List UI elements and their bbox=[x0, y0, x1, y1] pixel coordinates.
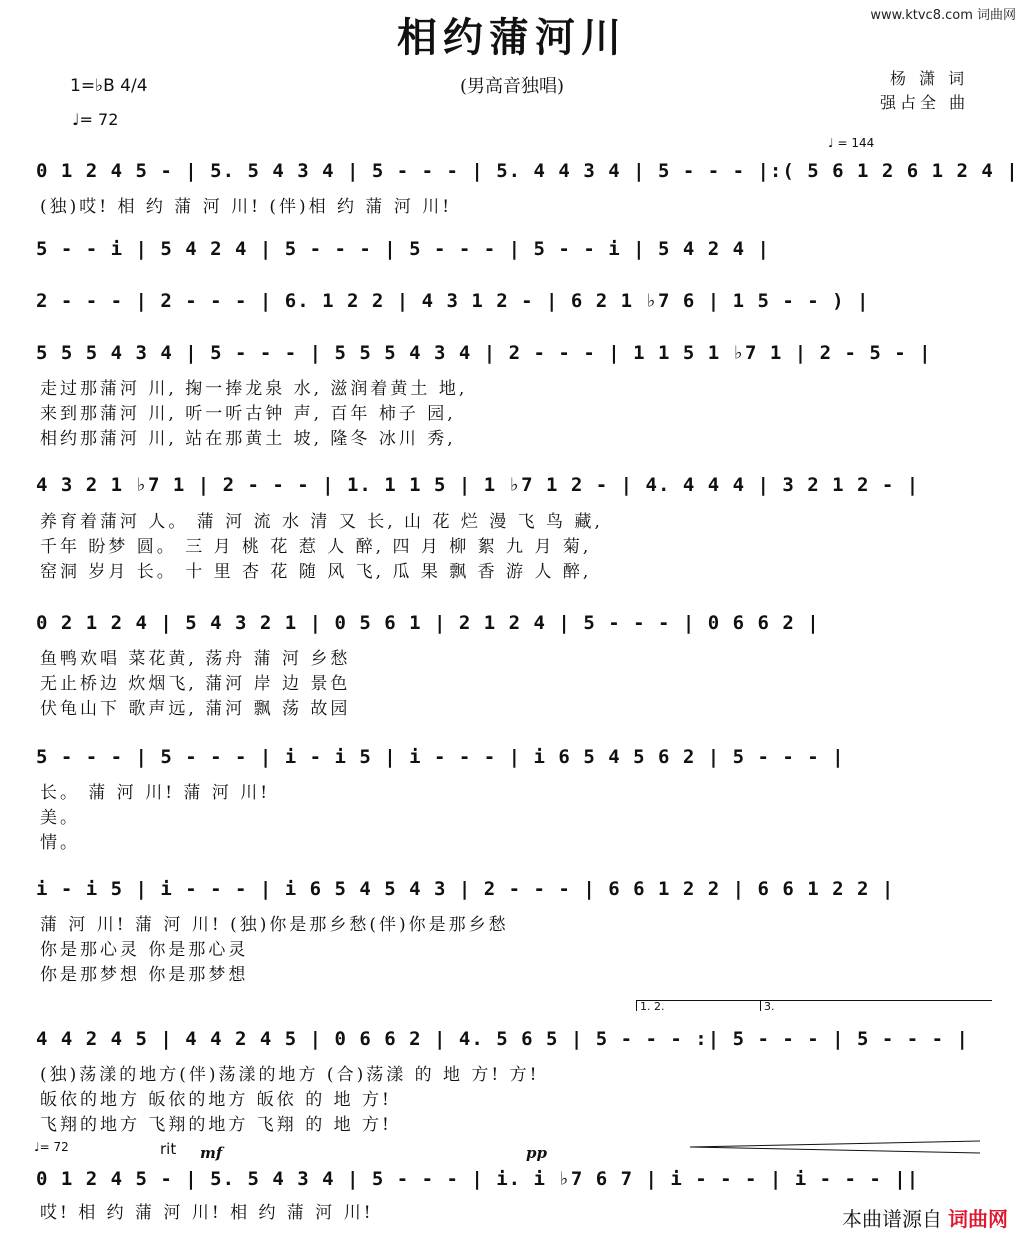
system-4-lyric-3: 相约那蒲河 川, 站在那黄土 坡, 隆冬 冰川 秀, bbox=[40, 429, 456, 449]
system-7-notes: 5 - - - | 5 - - - | i - i 5 | i - - - | i 6 5 4 5 6 2 | 5 - - - | bbox=[36, 746, 845, 768]
system-10-notes: 0 1 2 4 5 - | 5. 5 4 3 4 | 5 - - - | i. i ♭7 6 7 | i - - - | i - - - || bbox=[36, 1168, 920, 1190]
footer-source-text: 本曲谱源自 bbox=[842, 1207, 942, 1231]
system-9-lyric-2: 皈依的地方 皈依的地方 皈依 的 地 方! bbox=[40, 1090, 392, 1110]
tempo-marking: ♩= 72 bbox=[72, 110, 119, 129]
system-3-notes: 2 - - - | 2 - - - | 6. 1 2 2 | 4 3 1 2 - | 6 2 1 ♭7 6 | 1 5 - - ) | bbox=[36, 290, 870, 312]
composer: 强占全 曲 bbox=[880, 93, 970, 112]
system-7-lyric-2: 美。 bbox=[40, 808, 80, 828]
system-4-lyric-1: 走过那蒲河 川, 掬一捧龙泉 水, 滋润着黄土 地, bbox=[40, 379, 468, 399]
system-6-notes: 0 2 1 2 4 | 5 4 3 2 1 | 0 5 6 1 | 2 1 2 4 | 5 - - - | 0 6 6 2 | bbox=[36, 612, 820, 634]
subtitle: (男高音独唱) bbox=[459, 76, 565, 97]
tempo-fast: ♩ = 144 bbox=[828, 136, 875, 150]
system-7-lyric-3: 情。 bbox=[40, 833, 80, 853]
system-2-notes: 5 - - i | 5 4 2 4 | 5 - - - | 5 - - - | 5 - - i | 5 4 2 4 | bbox=[36, 238, 770, 260]
footer-source bbox=[842, 1203, 1008, 1232]
system-6-lyric-3: 伏龟山下 歌声远, 蒲河 飘 荡 故园 bbox=[40, 699, 351, 719]
system-5-lyric-3: 窑洞 岁月 长。 十 里 杏 花 随 风 飞, 瓜 果 飘 香 游 人 醉, bbox=[40, 562, 592, 582]
system-9-notes: 4 4 2 4 5 | 4 4 2 4 5 | 0 6 6 2 | 4. 5 6 5 | 5 - - - :| 5 - - - | 5 - - - | bbox=[36, 1028, 969, 1050]
system-5-notes: 4 3 2 1 ♭7 1 | 2 - - - | 1. 1 1 5 | 1 ♭7 1 2 - | 4. 4 4 4 | 3 2 1 2 - | bbox=[36, 474, 920, 496]
system-6-lyric-2: 无止桥边 炊烟飞, 蒲河 岸 边 景色 bbox=[40, 674, 351, 694]
system-8-lyric-2: 你是那心灵 你是那心灵 bbox=[40, 940, 249, 960]
system-8-lyric-3: 你是那梦想 你是那梦想 bbox=[40, 965, 249, 985]
system-4-lyric-2: 来到那蒲河 川, 听一听古钟 声, 百年 柿子 园, bbox=[40, 404, 456, 424]
key-signature: 1=♭B 4/4 bbox=[70, 76, 148, 96]
mf-marking: mf bbox=[200, 1144, 223, 1162]
system-4-notes: 5 5 5 4 3 4 | 5 - - - | 5 5 5 4 3 4 | 2 - - - | 1 1 5 1 ♭7 1 | 2 - 5 - | bbox=[36, 342, 932, 364]
system-7-lyric-1: 长。 蒲 河 川! 蒲 河 川! bbox=[40, 783, 271, 803]
system-5-lyric-1: 养育着蒲河 人。 蒲 河 流 水 清 又 长, 山 花 烂 漫 飞 鸟 藏, bbox=[40, 512, 603, 532]
footer-site-link[interactable]: 词曲网 bbox=[948, 1207, 1008, 1231]
system-9-lyric-1: (独)荡漾的地方(伴)荡漾的地方 (合)荡漾 的 地 方! 方! bbox=[40, 1065, 540, 1085]
pp-marking: pp bbox=[526, 1144, 547, 1162]
tempo-final: ♩= 72 bbox=[34, 1140, 69, 1154]
system-5-lyric-2: 千年 盼梦 圆。 三 月 桃 花 惹 人 醉, 四 月 柳 絮 九 月 菊, bbox=[40, 537, 592, 557]
system-9-lyric-3: 飞翔的地方 飞翔的地方 飞翔 的 地 方! bbox=[40, 1115, 392, 1135]
system-8-lyric-1: 蒲 河 川! 蒲 河 川! (独)你是那乡愁(伴)你是那乡愁 bbox=[40, 915, 509, 935]
system-8-notes: i - i 5 | i - - - | i 6 5 4 5 4 3 | 2 - - - | 6 6 1 2 2 | 6 6 1 2 2 | bbox=[36, 878, 895, 900]
system-1-lyric-1: (独)哎! 相 约 蒲 河 川! (伴)相 约 蒲 河 川! bbox=[40, 197, 453, 217]
volta-3: 3. bbox=[760, 1000, 992, 1011]
lyricist: 杨 潇 词 bbox=[890, 69, 969, 88]
system-10-lyric-1: 哎! 相 约 蒲 河 川! 相 约 蒲 河 川! bbox=[40, 1203, 374, 1223]
system-1-notes: 0 1 2 4 5 - | 5. 5 4 3 4 | 5 - - - | 5. 4 4 3 4 | 5 - - - |:( 5 6 1 2 6 1 2 4 | bbox=[36, 160, 1019, 182]
diminuendo-hairpin bbox=[690, 1140, 980, 1154]
rit-marking: rit bbox=[160, 1140, 177, 1158]
page-title: 相约蒲河川 bbox=[397, 14, 627, 61]
watermark: www.ktvc8.com 词曲网 bbox=[870, 8, 1016, 23]
volta-1-2: 1. 2. bbox=[636, 1000, 760, 1011]
system-6-lyric-1: 鱼鸭欢唱 菜花黄, 荡舟 蒲 河 乡愁 bbox=[40, 649, 351, 669]
